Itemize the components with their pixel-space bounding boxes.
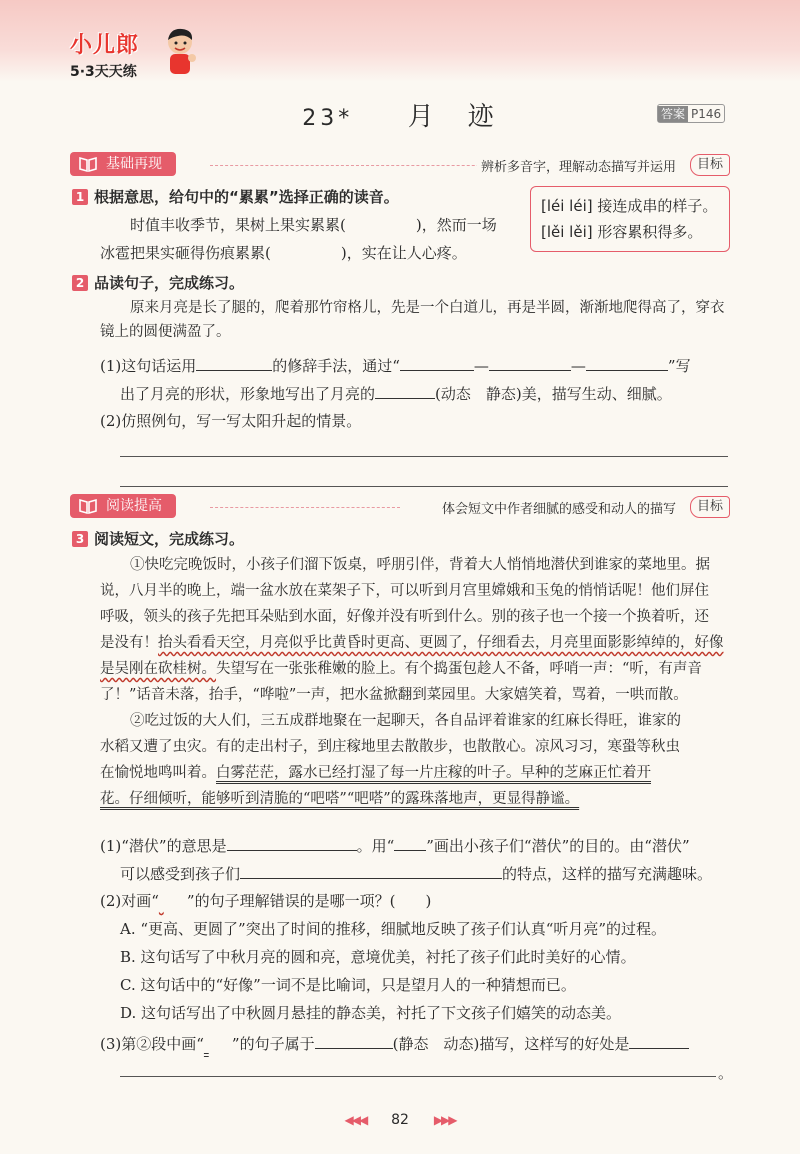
q2-answer-line-1[interactable]: [120, 456, 728, 457]
q3-benefit-blank-1[interactable]: [629, 1034, 689, 1049]
q3-sub1-line2: [120, 864, 712, 883]
q3-prompt-text: 阅读短文，完成练习。: [94, 530, 245, 548]
goal-tag: 目标: [690, 154, 730, 176]
q3-sub2-text-a: (2)对画“: [100, 892, 159, 910]
q3-number: 3: [72, 531, 88, 547]
section-basic-tag: [70, 152, 176, 176]
q1-number: 1: [72, 189, 88, 205]
next-arrows-icon: ▶▶▶: [433, 1113, 456, 1127]
q1-line2-end: )，实在让人心疼。: [340, 244, 467, 262]
section-reading-tag: [70, 494, 176, 518]
q2-sub2: (2)仿照例句，写一写太阳升起的情景。: [100, 412, 362, 430]
p2-line4: [100, 786, 730, 812]
option-a[interactable]: A. “更高、更圆了”突出了时间的推移，细腻地反映了孩子们认真“听月亮”的过程。: [120, 920, 667, 938]
p2-line3-a: 在愉悦地鸣叫着。: [100, 765, 216, 781]
p1-line4-wavy: 抬头看看天空，月亮似乎比黄昏时更高、更圆了，仔细看去，月亮里面影影绰绰的，好像: [158, 635, 724, 651]
q3-sub3-end: 。: [718, 1064, 734, 1082]
q3-sub2: [100, 892, 431, 910]
q3-sub3: [100, 1034, 689, 1053]
lesson-number: 23*: [302, 106, 354, 131]
q1-prompt-text: 根据意思，给句中的“累累”选择正确的读音。: [94, 188, 399, 206]
answer-page: P146: [691, 107, 722, 121]
section-basic-label: 基础再现: [106, 156, 162, 172]
q3-meaning-blank[interactable]: [227, 836, 357, 851]
brand-logo: [70, 28, 139, 81]
q1-prompt: [72, 186, 399, 207]
q3-benefit-line[interactable]: [120, 1076, 716, 1077]
q2-number: 2: [72, 275, 88, 291]
q2-sub1-line1: [100, 356, 691, 375]
section-basic-goal: 辨析多音字，理解动态描写并运用: [477, 156, 680, 175]
q3-double-sample: [204, 1035, 232, 1053]
section-reading-label: 阅读提高: [106, 498, 162, 514]
p1-line4: [100, 630, 730, 656]
q2-rhetoric-blank[interactable]: [196, 356, 272, 371]
q2-sub1-text-a: (1)这句话运用: [100, 357, 197, 375]
q3-type-blank[interactable]: [315, 1034, 393, 1049]
book-icon: [78, 156, 98, 172]
book-icon: [78, 498, 98, 514]
q3-sub1-text-d: 可以感受到孩子们: [120, 865, 241, 883]
q3-wavy-sample: [159, 892, 187, 910]
mascot-boy-icon: [160, 26, 200, 76]
p1-line5: [100, 656, 730, 682]
prev-arrows-icon: ◀◀◀: [344, 1113, 367, 1127]
q1-definition-2: [lěi lěi] 形容累积得多。: [541, 223, 703, 241]
option-d[interactable]: D. 这句话写出了中秋圆月悬挂的静态美，衬托了下文孩子们嬉笑的动态美。: [120, 1004, 622, 1022]
section-reading-goal: 体会短文中作者细腻的感受和动人的描写: [438, 498, 680, 517]
q2-dash-1: —: [473, 357, 489, 375]
lesson-name: 月 迹: [407, 102, 498, 132]
q1-definition-box: [530, 186, 730, 252]
page-footer: [0, 1112, 800, 1128]
q3-passage: [100, 552, 730, 812]
q3-sub1-line1: [100, 836, 690, 855]
p2-line3-double: 白雾茫茫，露水已经打湿了每一片庄稼的叶子。早种的芝麻正忙着开: [216, 765, 651, 781]
q2-shape-blank-1[interactable]: [400, 356, 474, 371]
p2-line4-double: 花。仔细倾听，能够听到清脆的“吧嗒”“吧嗒”的露珠落地声，更显得静谧。: [100, 791, 580, 807]
section-basic: [70, 152, 730, 178]
option-b[interactable]: B. 这句话写了中秋月亮的圆和亮，意境优美，衬托了孩子们此时美好的心情。: [120, 948, 636, 966]
p1-line5-wavy: 是吴刚在砍桂树。: [100, 661, 216, 677]
q1-line2-text: 冰雹把果实砸得伤痕累累(: [100, 244, 271, 262]
p1-line2: 说，八月半的晚上，端一盆水放在菜架子下，可以听到月宫里嫦娥和玉兔的悄悄话呢！他们屏住: [100, 583, 709, 599]
q3-sub3-options: (静态 动态): [392, 1035, 480, 1053]
q1-line1-text: 时值丰收季节，果树上果实累累(: [130, 216, 346, 234]
answer-reference: [657, 104, 725, 123]
q1-definition-1: [léi léi] 接连成串的样子。: [541, 197, 718, 215]
q3-sub3-text-b: ”的句子属于: [231, 1035, 315, 1053]
page-number: 82: [391, 1112, 409, 1128]
p1-line4-a: 是没有！: [100, 635, 158, 651]
answer-label: 答案: [658, 106, 688, 122]
q3-sub3-text-a: (3)第②段中画“: [100, 1035, 204, 1053]
q2-beauty-blank[interactable]: [375, 384, 435, 399]
q2-prompt: [72, 272, 244, 293]
q2-sub1-text-d: 出了月亮的形状，形象地写出了月亮的: [120, 385, 376, 403]
p1-line6: 了！”话音未落，抬手，“哗啦”一声，把水盆掀翻到菜园里。大家嬉笑着，骂着，一哄而散。: [100, 687, 688, 703]
q1-line1-end: )，然而一场: [415, 216, 497, 234]
q3-sub1-text-c: ”画出小孩子们“潜伏”的目的。由“潜伏”: [426, 837, 690, 855]
section-divider: [210, 507, 400, 508]
q2-prompt-text: 品读句子，完成练习。: [94, 274, 245, 292]
q2-sub1-line2: [120, 384, 672, 403]
q2-sub1-text-c: ”写: [667, 357, 691, 375]
series-name: 5·3天天练: [70, 64, 137, 80]
q3-feature-blank[interactable]: [240, 864, 502, 879]
q2-sub1-text-e: 美，描写生动、细腻。: [521, 385, 672, 403]
q2-shape-blank-3[interactable]: [586, 356, 668, 371]
option-c[interactable]: C. 这句话中的“好像”一词不是比喻词，只是望月人的一种猜想而已。: [120, 976, 576, 994]
p1-line1: ①快吃完晚饭时，小孩子们溜下饭桌，呼朋引伴，背着大人悄悄地潜伏到谁家的菜地里。据: [130, 557, 710, 573]
p1-line5-b: 失望写在一张张稚嫩的脸上。有个捣蛋包趁人不备，呼哨一声：“听，有声音: [216, 661, 702, 677]
q2-sub1-text-b: 的修辞手法，通过“: [272, 357, 400, 375]
q2-answer-line-2[interactable]: [120, 486, 728, 487]
q3-prompt: [72, 528, 244, 549]
section-divider: [210, 165, 510, 166]
q3-line-sample: [394, 836, 426, 851]
p1-line3: 呼吸，领头的孩子先把耳朵贴到水面，好像并没有听到什么。别的孩子也一个接一个换着听，还: [100, 609, 709, 625]
p2-line1: ②吃过饭的大人们，三五成群地聚在一起聊天，各自品评着谁家的红麻长得旺，谁家的: [130, 713, 681, 729]
p2-line2: 水稻又遭了虫灾。有的走出村子，到庄稼地里去散散步，也散散心。凉风习习，寒蛩等秋虫: [100, 739, 680, 755]
q1-line1: [130, 216, 497, 234]
brand-name: 小儿郎: [70, 33, 140, 58]
q2-sub1-options: (动态 静态): [435, 385, 522, 403]
section-reading: [70, 494, 730, 520]
q1-line2: [100, 244, 467, 262]
q2-dash-2: —: [570, 357, 586, 375]
q2-shape-blank-2[interactable]: [489, 356, 571, 371]
q3-sub2-text-b: ”的句子理解错误的是哪一项？( ): [186, 892, 432, 910]
q2-quote: 原来月亮是长了腿的，爬着那竹帘格儿，先是一个白道儿，再是半圆，渐渐地爬得高了，穿衣镜上的圆便满盈了。: [100, 300, 725, 340]
goal-tag: 目标: [690, 496, 730, 518]
q3-sub3-text-c: 描写，这样写的好处是: [479, 1035, 630, 1053]
q3-sub1-text-b: 。用“: [356, 837, 395, 855]
q3-sub1-text-e: 的特点，这样的描写充满趣味。: [502, 865, 713, 883]
q3-sub1-text-a: (1)“潜伏”的意思是: [100, 837, 227, 855]
p2-line3: [100, 760, 730, 786]
